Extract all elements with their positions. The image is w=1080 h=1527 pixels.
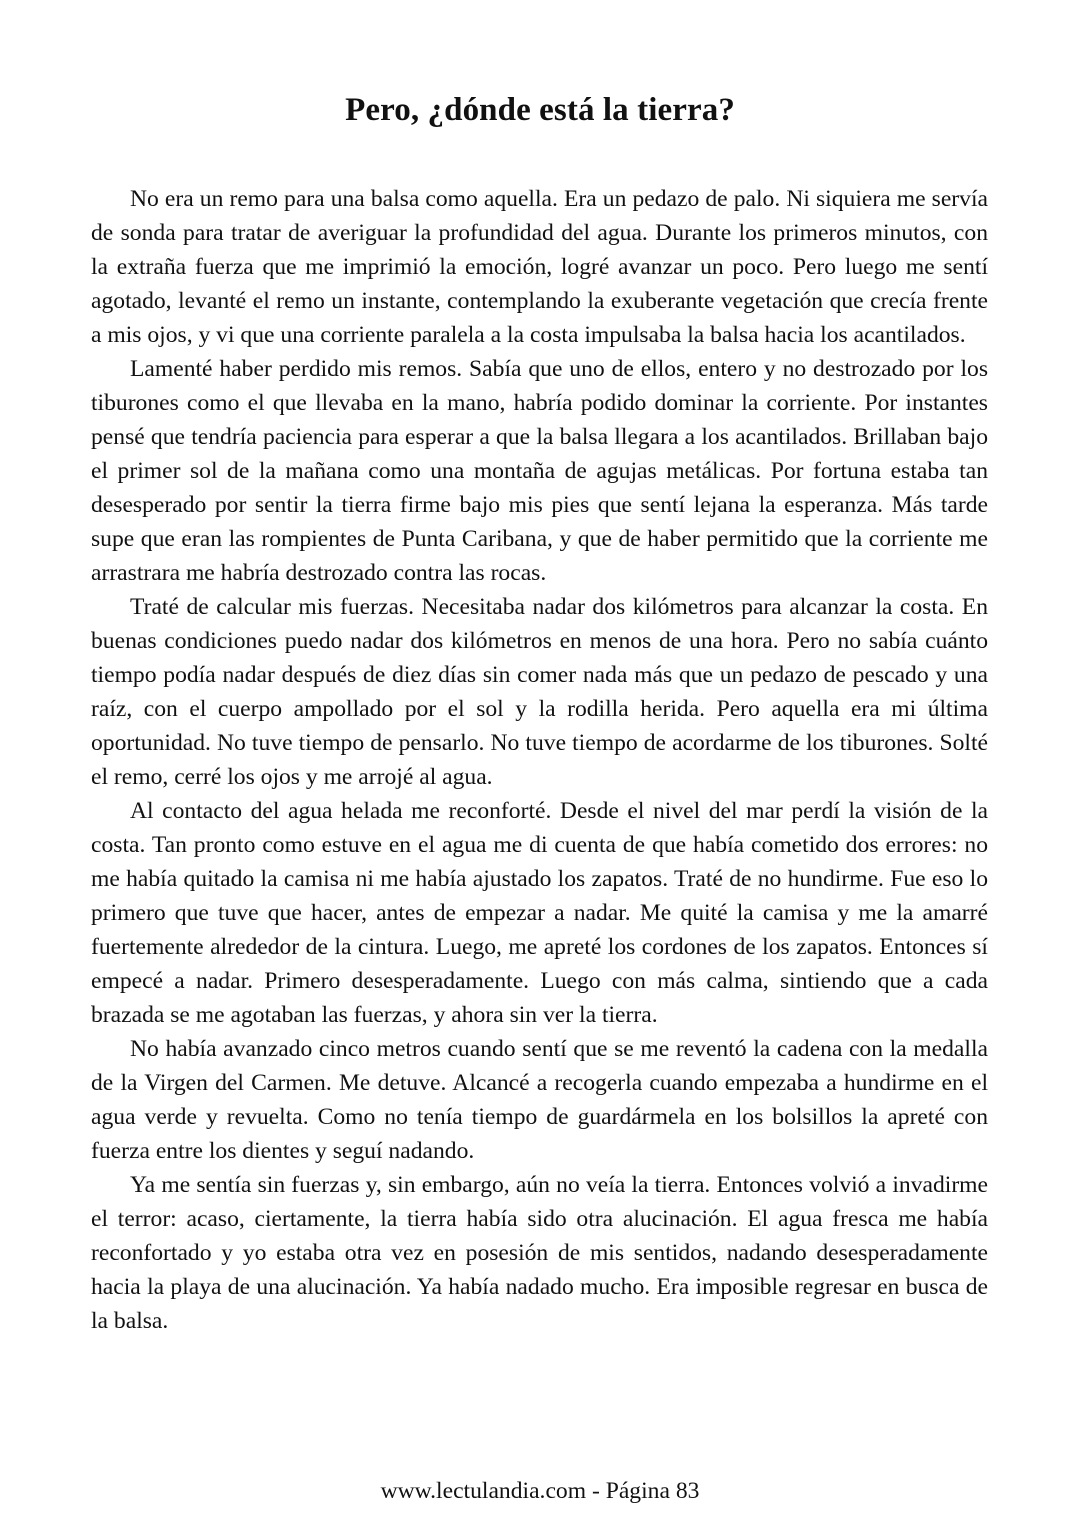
paragraph: No había avanzado cinco metros cuando sentí que se me reventó la cadena con la medalla de la Virgen del Carmen. Me detuve. Alcancé a recogerla cuando empezaba a hundirme en el agua verde y revuelta. Como no tenía tiempo de guardármela en los bolsillos la apreté con fuerza entre los dientes y seguí nadando.: [91, 1036, 988, 1164]
paragraph: Al contacto del agua helada me reconforté. Desde el nivel del mar perdí la visión de la costa. Tan pronto como estuve en el agua me di cuenta de que había cometido dos errores: no me había quitado la camisa ni me había ajustado los zapatos. Traté de no hundirme. Fue eso lo primero que tuve que hacer, antes de empezar a nadar. Me quité la camisa y me la amarré fuertemente alrededor de la cintura. Luego, me apreté los cordones de los zapatos. Entonces sí empecé a nadar. Primero desesperadamente. Luego con más calma, sintiendo que a cada brazada se me agotaban las fuerzas, y ahora sin ver la tierra.: [91, 798, 988, 1028]
chapter-title: Pero, ¿dónde está la tierra?: [345, 92, 735, 128]
paragraph: Ya me sentía sin fuerzas y, sin embargo, aún no veía la tierra. Entonces volvió a invadirme el terror: acaso, ciertamente, la tierra había sido otra alucinación. El agua fresca me había reconfortado y yo estaba otra vez en posesión de mis sentidos, nadando desesperadamente hacia la playa de una alucinación. Ya había nadado mucho. Era imposible regresar en busca de la balsa.: [91, 1172, 988, 1334]
paragraph: Traté de calcular mis fuerzas. Necesitaba nadar dos kilómetros para alcanzar la costa. En buenas condiciones puedo nadar dos kilómetros en menos de una hora. Pero no sabía cuánto tiempo podía nadar después de diez días sin comer nada más que un pedazo de pescado y una raíz, con el cuerpo ampollado por el sol y la rodilla herida. Pero aquella era mi última oportunidad. No tuve tiempo de pensarlo. No tuve tiempo de acordarme de los tiburones. Solté el remo, cerré los ojos y me arrojé al agua.: [91, 594, 988, 790]
chapter-body: [91, 182, 988, 1338]
page-footer: www.lectulandia.com - Página 83: [380, 1478, 700, 1504]
paragraph: No era un remo para una balsa como aquella. Era un pedazo de palo. Ni siquiera me servía de sonda para tratar de averiguar la profundidad del agua. Durante los primeros minutos, con la extraña fuerza que me imprimió la emoción, logré avanzar un poco. Pero luego me sentí agotado, levanté el remo un instante, contemplando la exuberante vegetación que crecía frente a mis ojos, y vi que una corriente paralela a la costa impulsaba la balsa hacia los acantilados.: [91, 186, 988, 348]
paragraph: Lamenté haber perdido mis remos. Sabía que uno de ellos, entero y no destrozado por los tiburones como el que llevaba en la mano, habría podido dominar la corriente. Por instantes pensé que tendría paciencia para esperar a que la balsa llegara a los acantilados. Brillaban bajo el primer sol de la mañana como una montaña de agujas metálicas. Por fortuna estaba tan desesperado por sentir la tierra firme bajo mis pies que sentí lejana la esperanza. Más tarde supe que eran las rompientes de Punta Caribana, y que de haber permitido que la corriente me arrastrara me habría destrozado contra las rocas.: [91, 356, 988, 586]
